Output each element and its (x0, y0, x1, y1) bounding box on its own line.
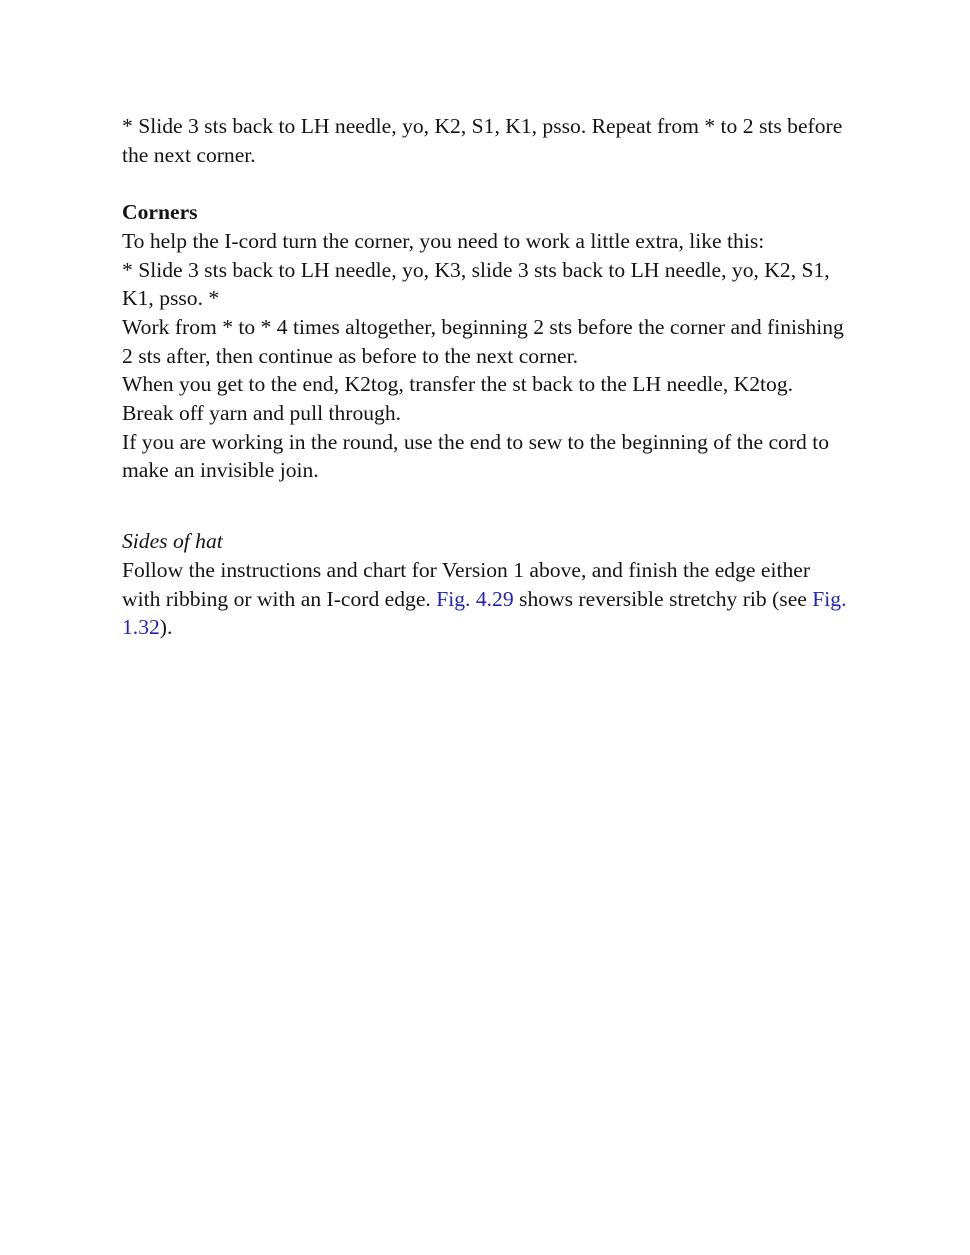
corners-paragraph: When you get to the end, K2tog, transfer the st back to the LH needle, K2tog. Break off yarn and pull through. (122, 372, 794, 426)
fig-4-29-link[interactable]: Fig. 4.29 (436, 586, 514, 611)
intro-paragraph: * Slide 3 sts back to LH needle, yo, K2, S1, K1, psso. Repeat from * to 2 sts before the next corner. (122, 114, 843, 167)
sides-text-segment: ). (159, 615, 173, 640)
document-page (122, 112, 848, 642)
sides-text-segment: shows reversible stretchy rib (see (513, 586, 813, 611)
corners-paragraph: To help the I-cord turn the corner, you need to work a little extra, like this: (122, 228, 765, 253)
corners-paragraph: * Slide 3 sts back to LH needle, yo, K3, slide 3 sts back to LH needle, yo, K2, S1, K1, psso. * (122, 257, 830, 311)
corners-heading: Corners (122, 200, 198, 225)
corners-paragraph: Work from * to * 4 times altogether, beginning 2 sts before the corner and finishing 2 sts after, then continue as before to the next corner. (122, 314, 844, 368)
corners-paragraph: If you are working in the round, use the end to sew to the beginning of the cord to make an invisible join. (122, 429, 830, 483)
sides-of-hat-heading: Sides of hat (122, 529, 223, 554)
fig-1-32-link[interactable]: Fig. 1.32 (122, 586, 847, 640)
sides-text-segment: Follow the instructions and chart for Version 1 above, and finish the edge either with ribbing or with an I-cord edge. (122, 557, 811, 611)
sides-paragraph (122, 556, 848, 642)
